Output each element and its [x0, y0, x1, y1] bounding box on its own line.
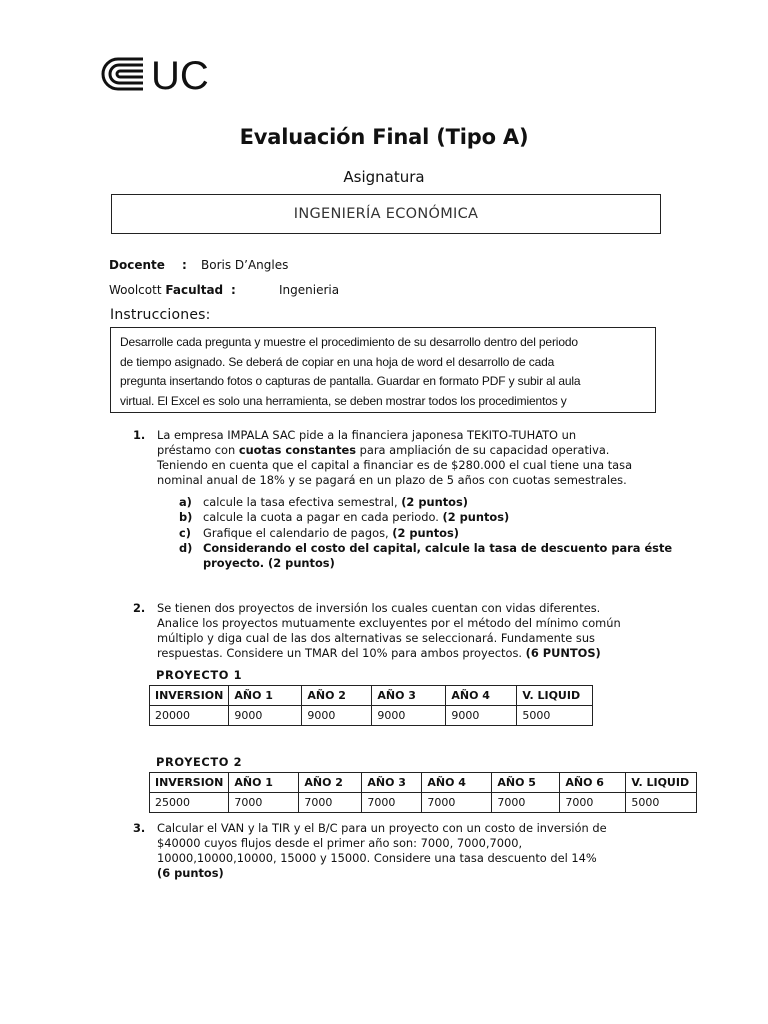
table-cell: 7000 [422, 793, 492, 813]
subitem-text: calcule la tasa efectiva semestral, [203, 495, 402, 509]
table-header-cell: AÑO 2 [302, 686, 372, 706]
table-header-cell: AÑO 1 [229, 773, 299, 793]
course-box [111, 194, 661, 234]
subitem-points: (2 puntos) [392, 525, 459, 540]
table-cell: 20000 [150, 706, 229, 726]
table-cell: 7000 [229, 793, 299, 813]
question-1 [133, 428, 653, 492]
subitem-text: calcule la cuota a pagar en cada periodo. [203, 510, 443, 525]
instructions-line: pregunta insertando fotos o capturas de pantalla. Guardar en formato PDF y subir al aula [120, 374, 581, 388]
q2-line: múltiplo y diga cual de las dos alternativas se seleccionará. Fundamente sus [157, 631, 595, 645]
table-cell: 5000 [517, 706, 593, 726]
table-cell: 5000 [626, 793, 697, 813]
table-header-row [150, 686, 593, 706]
subitem-points: (2 puntos) [401, 495, 468, 509]
table-cell: 9000 [302, 706, 372, 726]
instructions-box [110, 327, 656, 413]
subitem-b [179, 510, 672, 525]
q1-bold-text: cuotas constantes [238, 443, 357, 457]
q1-line [157, 443, 632, 458]
q1-subitems [179, 495, 672, 571]
facultad-value: Ingenieria [279, 283, 340, 297]
instructions-title: Instrucciones: [110, 307, 211, 323]
table-header-cell: INVERSION [150, 773, 229, 793]
table-header-cell: AÑO 2 [299, 773, 362, 793]
table-header-cell: V. LIQUID [517, 686, 593, 706]
table-cell: 25000 [150, 793, 229, 813]
subitem-points: (2 puntos) [442, 510, 510, 525]
table-cell: 7000 [492, 793, 560, 813]
table-cell: 7000 [362, 793, 422, 813]
q2-points: (6 PUNTOS) [525, 646, 601, 660]
q3-line: 10000,10000,10000, 15000 y 15000. Considere una tasa descuento del 14% [157, 851, 597, 865]
subitem-d-continuation: proyecto. (2 puntos) [203, 556, 335, 571]
subitem-key: d) [179, 540, 193, 555]
table-cell: 7000 [560, 793, 626, 813]
table-header-row [150, 773, 697, 793]
q3-line: Calcular el VAN y la TIR y el B/C para un proyecto con un costo de inversión de [157, 821, 607, 835]
table-header-cell: AÑO 3 [372, 686, 446, 706]
instructions-line: Desarrolle cada pregunta y muestre el procedimiento de su desarrollo dentro del periodo [120, 335, 578, 349]
table-cell: 9000 [372, 706, 446, 726]
q1-line: Teniendo en cuenta que el capital a financiar es de $280.000 el cual tiene una tasa [157, 458, 633, 472]
subitem-a [179, 495, 672, 510]
docente-label: Docente [109, 258, 165, 272]
docente-value: Boris D’Angles [201, 258, 289, 272]
facultad-sep: : [231, 283, 236, 297]
project-1-title: PROYECTO 1 [156, 668, 243, 682]
course-name: INGENIERÍA ECONÓMICA [293, 206, 479, 222]
facultad-label: Facultad [165, 283, 224, 297]
table-header-cell: AÑO 5 [492, 773, 560, 793]
table-row [150, 793, 697, 813]
q1-line: nominal anual de 18% y se pagará en un plazo de 5 años con cuotas semestrales. [157, 473, 627, 487]
table-header-cell: INVERSION [150, 686, 229, 706]
subitem-key: c) [179, 525, 191, 540]
q2-line [157, 646, 621, 661]
project-2-table [149, 772, 697, 813]
subitem-key: a) [179, 495, 192, 509]
q1-line: La empresa IMPALA SAC pide a la financiera japonesa TEKITO-TUHATO un [157, 428, 577, 442]
subitem-d [179, 541, 672, 556]
subitem-c [179, 526, 672, 541]
question-2 [133, 601, 653, 663]
facultad-prefix: Woolcott [109, 283, 162, 297]
table-row [150, 706, 593, 726]
q2-text: respuestas. Considere un TMAR del 10% para ambos proyectos. [157, 646, 526, 660]
instructions-line: de tiempo asignado. Se deberá de copiar en una hoja de word el desarrollo de cada [120, 354, 555, 369]
table-cell: 9000 [229, 706, 302, 726]
uc-logo-mark [99, 55, 224, 93]
logo-text: UC [151, 55, 209, 93]
q3-line: $40000 cuyos flujos desde el primer año son: 7000, 7000,7000, [157, 836, 523, 850]
project-1-table [149, 685, 593, 726]
table-cell: 7000 [299, 793, 362, 813]
q1-text: préstamo con [157, 443, 239, 457]
question-number: 1. [133, 428, 146, 442]
q1-text: para ampliación de su capacidad operativa. [356, 443, 610, 457]
subitem-text: Considerando el costo del capital, calcule la tasa de descuento para éste [203, 540, 673, 555]
table-header-cell: V. LIQUID [626, 773, 697, 793]
table-cell: 9000 [446, 706, 517, 726]
docente-row [109, 258, 289, 272]
table-header-cell: AÑO 4 [422, 773, 492, 793]
facultad-row [109, 283, 340, 297]
question-number: 2. [133, 601, 146, 615]
q3-points: (6 puntos) [157, 866, 224, 880]
table-header-cell: AÑO 6 [560, 773, 626, 793]
instructions-line: virtual. El Excel es solo una herramienta, se deben mostrar todos los procedimientos y [120, 393, 567, 408]
subitem-text: Grafique el calendario de pagos, [203, 525, 393, 540]
table-header-cell: AÑO 4 [446, 686, 517, 706]
project-2-title: PROYECTO 2 [156, 755, 243, 769]
question-number: 3. [133, 821, 146, 835]
subject-label: Asignatura [343, 168, 425, 186]
exam-title: Evaluación Final (Tipo A) [239, 125, 529, 149]
table-header-cell: AÑO 1 [229, 686, 302, 706]
q2-line: Analice los proyectos mutuamente excluyentes por el método del mínimo común [157, 616, 621, 630]
subitem-key: b) [179, 510, 193, 525]
question-3 [133, 821, 653, 883]
docente-sep: : [182, 258, 187, 272]
table-header-cell: AÑO 3 [362, 773, 422, 793]
uc-logo [99, 55, 224, 93]
q2-line: Se tienen dos proyectos de inversión los cuales cuentan con vidas diferentes. [157, 601, 601, 615]
